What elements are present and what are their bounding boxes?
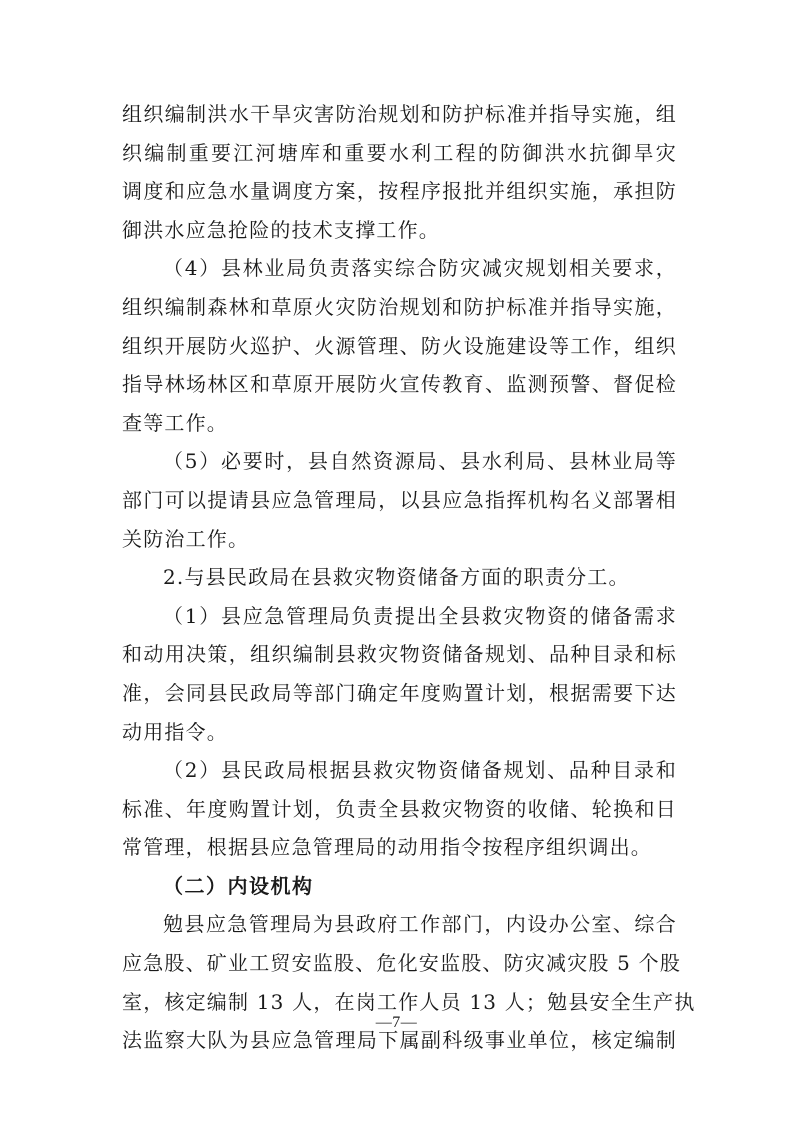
text-line: 部门可以提请县应急管理局，以县应急指挥机构名义部署相 (122, 487, 677, 512)
text-line: 室，核定编制 13 人，在岗工作人员 13 人；勉县安全生产执 (122, 989, 696, 1014)
text-line: 关防治工作。 (122, 526, 250, 551)
section-item: 2.与县民政局在县救灾物资储备方面的职责分工。 (163, 565, 630, 590)
page-number: —7— (375, 1014, 418, 1031)
text-line: 常管理，根据县应急管理局的动用指令按程序组织调出。 (122, 835, 652, 860)
text-line: 法监察大队为县应急管理局下属副科级事业单位，核定编制 (122, 1028, 677, 1053)
text-line: 标准、年度购置计划，负责全县救灾物资的收储、轮换和日 (122, 796, 677, 821)
text-line: 查等工作。 (122, 410, 228, 435)
text-line: 勉县应急管理局为县政府工作部门，内设办公室、综合 (163, 912, 677, 937)
text-line: （4）县林业局负责落实综合防灾减灾规划相关要求， (163, 256, 677, 281)
text-line: 御洪水应急抢险的技术支撑工作。 (122, 217, 440, 242)
text-line: 应急股、矿业工贸安监股、危化安监股、防灾减灾股 5 个股 (122, 951, 682, 976)
text-line: 指导林场林区和草原开展防火宣传教育、监测预警、督促检 (122, 372, 677, 397)
text-line: 织编制重要江河塘库和重要水利工程的防御洪水抗御旱灾 (122, 140, 677, 165)
text-line: 组织开展防火巡护、火源管理、防火设施建设等工作，组织 (122, 333, 677, 358)
text-line: 组织编制森林和草原火灾防治规划和防护标准并指导实施， (122, 294, 677, 319)
text-line: （5）必要时，县自然资源局、县水利局、县林业局等 (163, 449, 677, 474)
text-line: （2）县民政局根据县救灾物资储备规划、品种目录和 (163, 758, 677, 783)
section-heading: （二）内设机构 (163, 873, 314, 898)
text-line: 调度和应急水量调度方案，按程序报批并组织实施，承担防 (122, 179, 677, 204)
text-line: 组织编制洪水干旱灾害防治规划和防护标准并指导实施，组 (122, 102, 677, 126)
body-text (122, 98, 696, 1063)
text-line: （1）县应急管理局负责提出全县救灾物资的储备需求 (163, 603, 677, 628)
text-line: 准，会同县民政局等部门确定年度购置计划，根据需要下达 (122, 680, 677, 705)
text-line: 动用指令。 (122, 719, 228, 744)
text-line: 和动用决策，组织编制县救灾物资储备规划、品种目录和标 (122, 642, 677, 667)
